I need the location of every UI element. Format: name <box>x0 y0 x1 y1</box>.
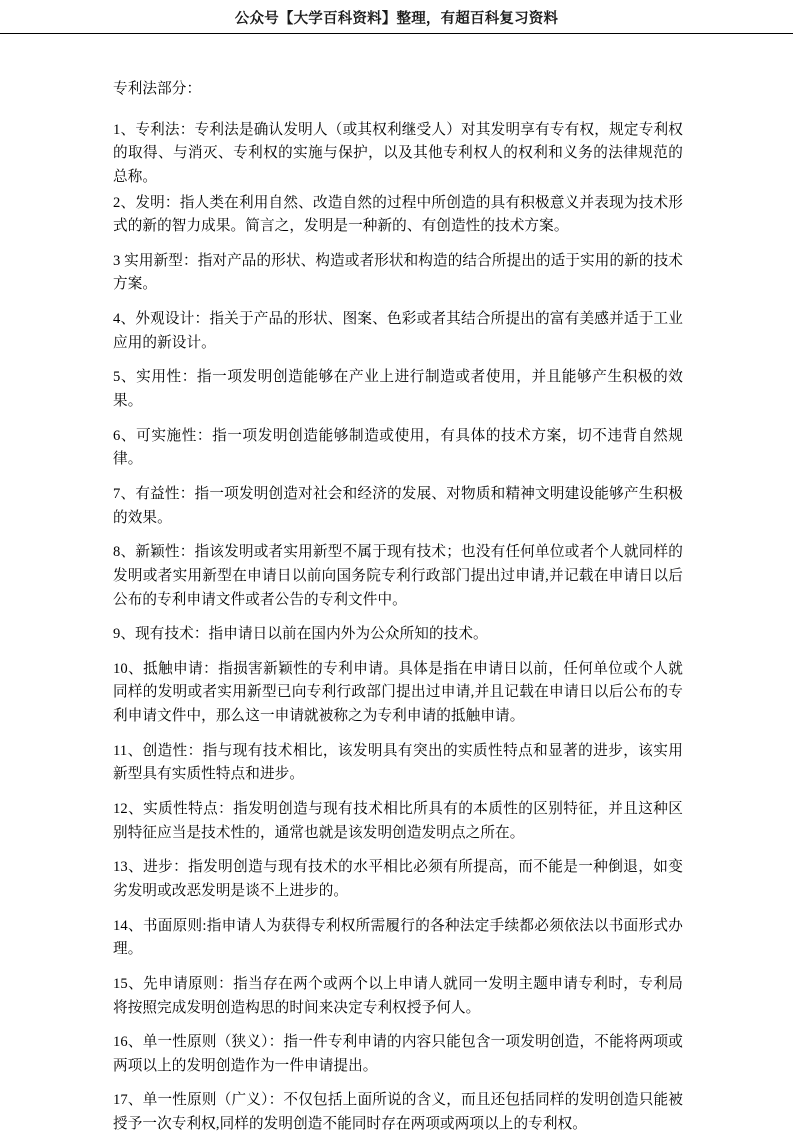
document-title: 专利法部分： <box>113 81 202 97</box>
paragraph: 4、外观设计：指关于产品的形状、图案、色彩或者其结合所提出的富有美感并适于工业应用的新设计。 <box>113 311 683 351</box>
paragraph: 6、可实施性：指一项发明创造能够制造或使用，有具体的技术方案，切不违背自然规律。 <box>113 427 683 468</box>
paragraph: 17、单一性原则（广义）：不仅包括上面所说的含义，而且还包括同样的发明创造只能被授予一次专利权,同样的发明创造不能同时存在两项或两项以上的专利权。 <box>113 1092 683 1133</box>
document-body <box>113 78 683 1148</box>
header-banner-text: 公众号【大学百科资料】整理，有超百科复习资料 <box>234 10 559 27</box>
paragraph: 10、抵触申请：指损害新颖性的专利申请。具体是指在申请日以前，任何单位或个人就同样的发明或者实用新型已向专利行政部门提出过申请,并且记载在申请日以后公布的专利申请文件中，那么这一申请就被称之为专利申请的抵触申请。 <box>113 660 683 725</box>
paragraph: 12、实质性特点：指发明创造与现有技术相比所具有的本质性的区别特征，并且这种区别特征应当是技术性的，通常也就是该发明创造发明点之所在。 <box>113 801 683 841</box>
paragraph: 2、发明：指人类在利用自然、改造自然的过程中所创造的具有积极意义并表现为技术形式的新的智力成果。简言之，发明是一种新的、有创造性的技术方案。 <box>113 194 683 235</box>
page-header-banner <box>0 0 793 34</box>
paragraph: 8、新颖性：指该发明或者实用新型不属于现有技术；也没有任何单位或者个人就同样的发明或者实用新型在申请日以前向国务院专利行政部门提出过申请,并记载在申请日以后公布的专利申请文件或者公告的专利文件中。 <box>113 544 683 608</box>
paragraph: 7、有益性：指一项发明创造对社会和经济的发展、对物质和精神文明建设能够产生积极的效果。 <box>113 485 683 526</box>
paragraph: 3 实用新型：指对产品的形状、构造或者形状和构造的结合所提出的适于实用的新的技术方案。 <box>113 252 683 293</box>
paragraph: 13、进步：指发明创造与现有技术的水平相比必须有所提高，而不能是一种倒退，如变劣发明或改恶发明是谈不上进步的。 <box>113 859 683 899</box>
paragraph: 15、先申请原则：指当存在两个或两个以上申请人就同一发明主题申请专利时，专利局将按照完成发明创造构思的时间来决定专利权授予何人。 <box>113 975 683 1016</box>
paragraph: 14、书面原则:指申请人为获得专利权所需履行的各种法定手续都必须依法以书面形式办理。 <box>113 917 683 958</box>
paragraph: 11、创造性：指与现有技术相比，该发明具有突出的实质性特点和显著的进步，该实用新型具有实质性特点和进步。 <box>113 742 683 783</box>
paragraph: 16、单一性原则（狭义）：指一件专利申请的内容只能包含一项发明创造，不能将两项或两项以上的发明创造作为一件申请提出。 <box>113 1034 683 1074</box>
paragraph: 5、实用性：指一项发明创造能够在产业上进行制造或者使用，并且能够产生积极的效果。 <box>113 369 683 410</box>
header-divider <box>0 33 793 34</box>
paragraph: 1、专利法：专利法是确认发明人（或其权利继受人）对其发明享有专有权，规定专利权的取得、与消灭、专利权的实施与保护，以及其他专利权人的权利和义务的法律规范的总称。 <box>113 121 683 185</box>
paragraph: 9、现有技术：指申请日以前在国内外为公众所知的技术。 <box>113 626 488 643</box>
